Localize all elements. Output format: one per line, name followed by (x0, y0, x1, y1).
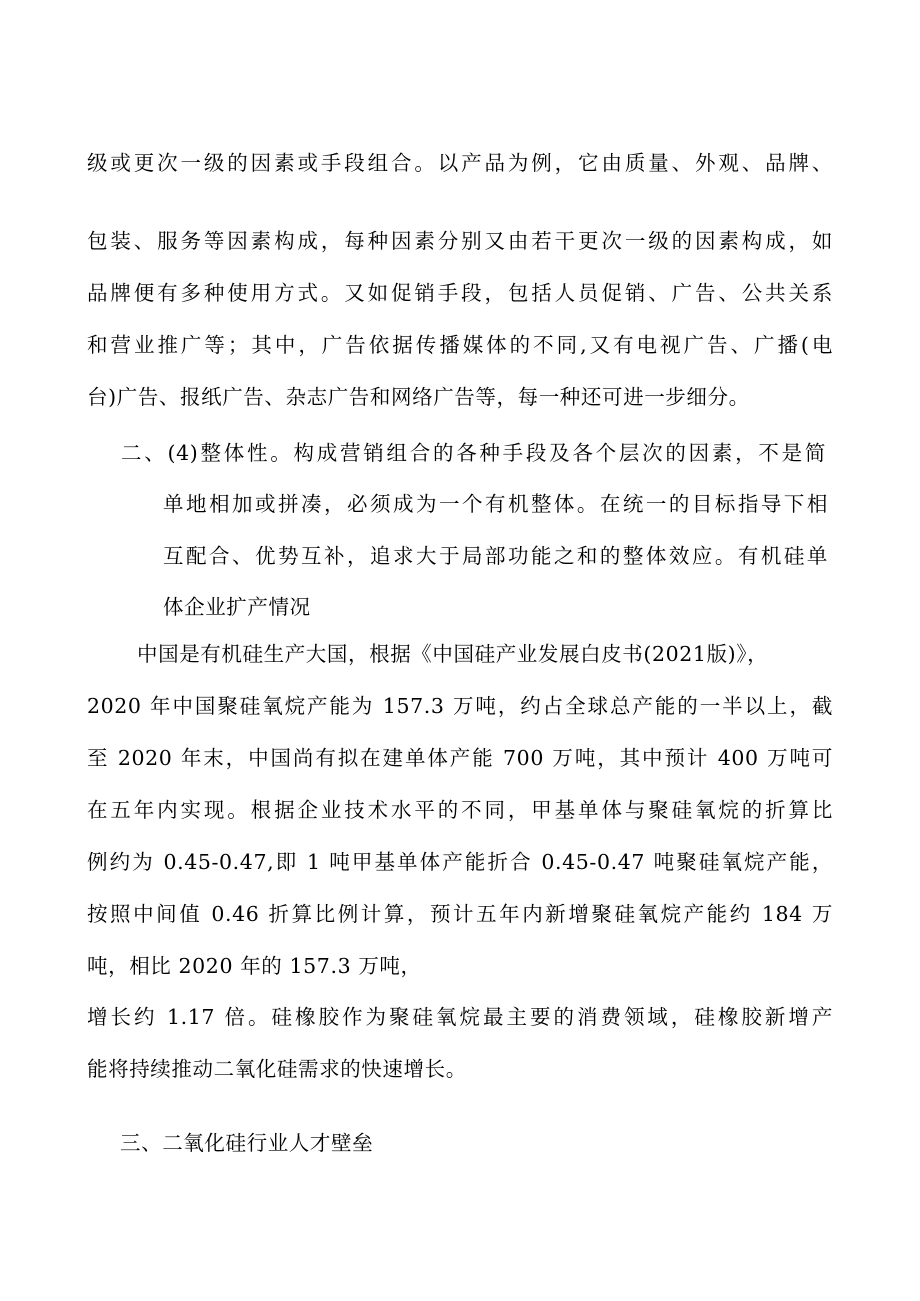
paragraph-line: 品牌便有多种使用方式。又如促销手段，包括人员促销、广告、公共关系 (87, 281, 833, 305)
section-body-line: 互配合、优势互补，追求大于局部功能之和的整体效应。有机硅单 (163, 544, 828, 568)
section-body-line: 单地相加或拼凑，必须成为一个有机整体。在统一的目标指导下相 (163, 492, 828, 516)
paragraph-line: 至 2020 年末，中国尚有拟在建单体产能 700 万吨，其中预计 400 万吨可 (87, 746, 833, 770)
section-heading: 三、二氧化硅行业人才壁垒 (120, 1131, 374, 1155)
paragraph-line: 按照中间值 0.46 折算比例计算，预计五年内新增聚硅氧烷产能约 184 万 (87, 902, 833, 926)
paragraph-line: 和营业推广等；其中，广告依据传播媒体的不同,又有电视广告、广播(电 (87, 333, 833, 357)
paragraph-line: 中国是有机硅生产大国，根据《中国硅产业发展白皮书(2021版)》， (137, 642, 769, 666)
section-body-line: 体企业扩产情况 (163, 595, 311, 619)
paragraph-line: 在五年内实现。根据企业技术水平的不同，甲基单体与聚硅氧烷的折算比 (87, 798, 833, 822)
section-heading-line: 二、(4)整体性。构成营销组合的各种手段及各个层次的因素，不是简 (121, 441, 826, 465)
paragraph-line: 台)广告、报纸广告、杂志广告和网络广告等，每一种还可进一步细分。 (87, 385, 750, 409)
paragraph-line: 增长约 1.17 倍。硅橡胶作为聚硅氧烷最主要的消费领域，硅橡胶新增产 (87, 1005, 833, 1029)
paragraph-line: 例约为 0.45-0.47,即 1 吨甲基单体产能折合 0.45-0.47 吨聚硅氧烷产能， (87, 850, 833, 874)
paragraph-line: 吨，相比 2020 年的 157.3 万吨， (87, 954, 422, 978)
paragraph-line: 2020 年中国聚硅氧烷产能为 157.3 万吨，约占全球总产能的一半以上，截 (87, 694, 833, 718)
paragraph-line: 能将持续推动二氧化硅需求的快速增长。 (87, 1057, 467, 1081)
paragraph-line: 级或更次一级的因素或手段组合。以产品为例，它由质量、外观、品牌、 (87, 151, 833, 175)
paragraph-line: 包装、服务等因素构成，每种因素分别又由若干更次一级的因素构成，如 (87, 229, 833, 253)
